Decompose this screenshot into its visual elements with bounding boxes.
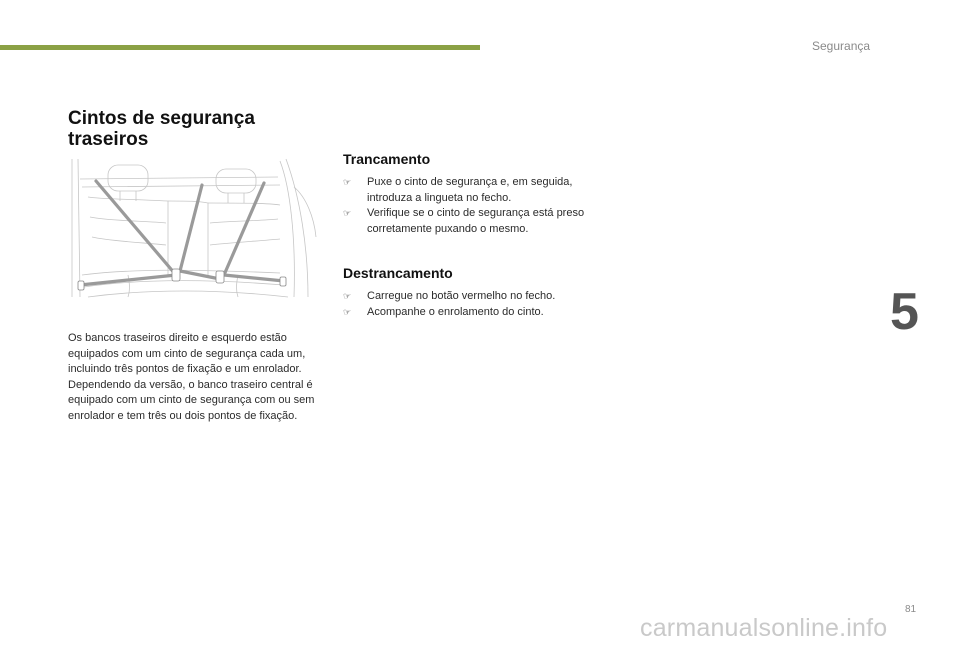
- list-item: [343, 175, 603, 206]
- right-anchor: [280, 277, 286, 286]
- page-number: 81: [905, 604, 917, 615]
- locking-title: Trancamento: [343, 151, 431, 167]
- center-belt-lap-strap: [180, 271, 220, 279]
- title-line-2: traseiros: [68, 129, 149, 150]
- list-item-text: Carregue no botão vermelho no fecho.: [367, 290, 556, 302]
- intro-text: [68, 331, 326, 425]
- watermark: carmanualsonline.info: [640, 614, 888, 642]
- list-item-text: Verifique se o cinto de segurança está preso corretamente puxando o mesmo.: [367, 207, 585, 235]
- right-belt-lap-strap: [224, 275, 284, 281]
- unlocking-title: Destrancamento: [343, 265, 453, 281]
- list-item: [343, 305, 603, 321]
- page-title: [68, 108, 328, 150]
- rear-seat-belts-illustration: [68, 157, 326, 302]
- accent-bar: [0, 45, 480, 50]
- intro-paragraph-2: Dependendo da versão, o banco traseiro central é equipado com um cinto de segurança com ou sem enrolador e tem três ou dois pontos de fixação.: [68, 378, 315, 422]
- list-item: [343, 289, 603, 305]
- pointing-finger-icon: ☞: [343, 208, 352, 219]
- belt-straps: [80, 181, 284, 285]
- list-item-text: Puxe o cinto de segurança e, em seguida, introduza a lingueta no fecho.: [367, 176, 573, 204]
- pointing-finger-icon: ☞: [343, 291, 352, 301]
- intro-paragraph-1: Os bancos traseiros direito e esquerdo estão equipados com um cinto de segurança cada um, incluindo três pontos de fixação e um enrolador.: [68, 332, 306, 376]
- unlocking-steps: [343, 289, 603, 320]
- left-buckle: [172, 269, 180, 281]
- left-anchor: [78, 281, 84, 290]
- center-buckle: [216, 271, 224, 283]
- seat-outline: [72, 159, 316, 297]
- list-item: [343, 206, 603, 237]
- pointing-finger-icon: ☞: [343, 177, 352, 187]
- title-line-1: Cintos de segurança: [68, 108, 255, 129]
- locking-steps: [343, 175, 603, 237]
- center-belt-shoulder-strap: [180, 185, 202, 271]
- pointing-finger-icon: ☞: [343, 306, 352, 317]
- chapter-number: 5: [890, 283, 919, 341]
- list-item-text: Acompanhe o enrolamento do cinto.: [367, 305, 544, 318]
- section-label: Segurança: [812, 39, 871, 53]
